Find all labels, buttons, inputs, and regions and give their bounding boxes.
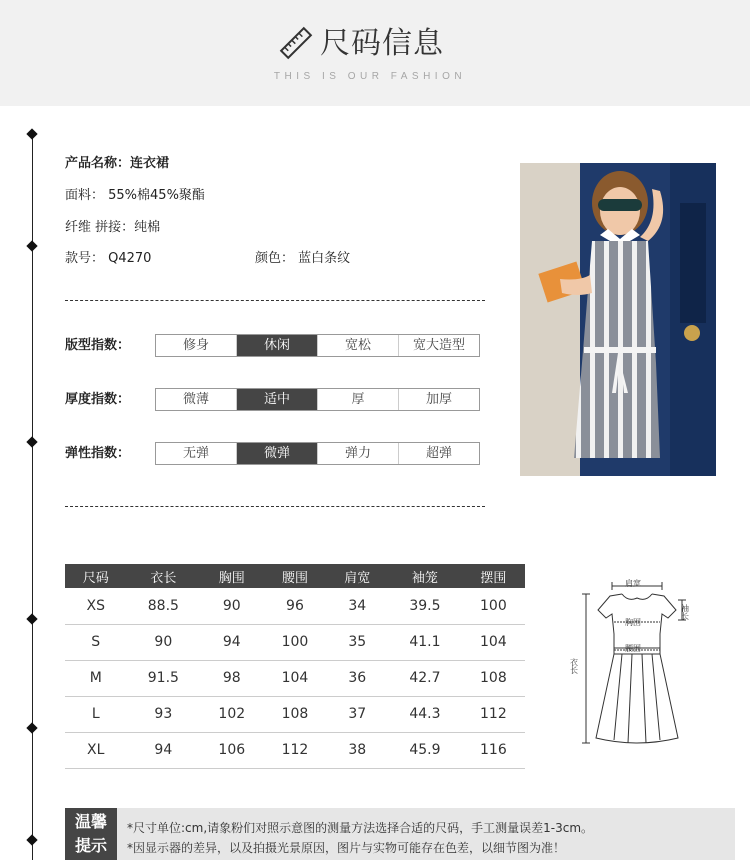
fit-scale <box>155 334 480 357</box>
product-style-no: 款号： Q4270 <box>65 251 152 266</box>
thickness-option: 加厚 <box>425 392 452 407</box>
measurement-diagram <box>570 578 700 758</box>
header-cell: 衣长 <box>127 564 201 588</box>
timeline-marker <box>26 613 37 624</box>
tips-tag-line: 温馨 <box>74 812 107 831</box>
table-cell: 35 <box>327 624 389 660</box>
table-row <box>65 732 525 768</box>
table-cell: 37 <box>327 696 389 732</box>
table-row <box>65 696 525 732</box>
timeline-marker <box>26 834 37 845</box>
table-cell: 39.5 <box>388 588 462 624</box>
product-name: 产品名称：连衣裙 <box>65 156 170 171</box>
header-banner <box>0 0 750 106</box>
table-cell: 45.9 <box>388 732 462 768</box>
diagram-shoulder-label: 肩宽 <box>625 579 641 588</box>
table-cell: 102 <box>200 696 263 732</box>
page-title: 尺码信息 <box>320 26 444 61</box>
table-cell: 104 <box>462 624 525 660</box>
product-fabric: 面料： 55%棉45%聚酯 <box>65 188 205 203</box>
header-cell: 摆围 <box>462 564 525 588</box>
table-cell: XL <box>65 732 127 768</box>
table-cell: 112 <box>263 732 326 768</box>
table-cell: 91.5 <box>127 660 201 696</box>
fit-option: 宽松 <box>318 335 399 356</box>
diagram-length-label: 衣长 <box>570 658 579 674</box>
table-cell: 94 <box>200 624 263 660</box>
table-cell: S <box>65 624 127 660</box>
fit-option-selected: 休闲 <box>237 335 318 356</box>
table-cell: 41.1 <box>388 624 462 660</box>
thickness-scale-label: 厚度指数： <box>65 392 131 407</box>
timeline-marker <box>26 128 37 139</box>
elasticity-scale-label: 弹性指数： <box>65 446 131 461</box>
table-cell: 93 <box>127 696 201 732</box>
elasticity-option: 超弹 <box>425 446 452 461</box>
header-cell: 肩宽 <box>327 564 389 588</box>
diagram-sleeve-label: 袖长 <box>680 604 690 620</box>
tips-tag-line: 提示 <box>74 836 107 855</box>
table-cell: 94 <box>127 732 201 768</box>
table-cell: 100 <box>462 588 525 624</box>
table-cell: L <box>65 696 127 732</box>
table-cell: 90 <box>200 588 263 624</box>
table-cell: 88.5 <box>127 588 201 624</box>
model-photo <box>520 163 716 476</box>
elasticity-option: 无弹 <box>156 443 237 464</box>
size-table <box>65 564 525 769</box>
header-cell: 袖笼 <box>388 564 462 588</box>
table-cell: 104 <box>263 660 326 696</box>
table-cell: 36 <box>327 660 389 696</box>
thickness-option: 微薄 <box>156 389 237 410</box>
thickness-scale <box>155 388 480 411</box>
table-row <box>65 660 525 696</box>
timeline-marker <box>26 722 37 733</box>
page-subtitle: THIS IS OUR FASHION <box>273 71 467 82</box>
ruler-icon <box>279 26 313 60</box>
product-color: 颜色： 蓝白条纹 <box>255 251 351 266</box>
table-cell: 34 <box>327 588 389 624</box>
table-row <box>65 624 525 660</box>
diagram-waist-label: 腰围 <box>625 644 641 653</box>
divider <box>65 300 485 301</box>
tips-line: *因显示器的差异，以及拍摄光景原因，图片与实物可能存在色差，以细节图为准！ <box>127 841 566 855</box>
table-cell: 96 <box>263 588 326 624</box>
fit-option: 修身 <box>156 335 237 356</box>
header-cell: 尺码 <box>65 564 127 588</box>
table-cell: 106 <box>200 732 263 768</box>
header-cell: 腰围 <box>263 564 326 588</box>
table-cell: 108 <box>263 696 326 732</box>
table-cell: 98 <box>200 660 263 696</box>
table-cell: 100 <box>263 624 326 660</box>
table-cell: 42.7 <box>388 660 462 696</box>
table-cell: 44.3 <box>388 696 462 732</box>
divider <box>65 506 485 507</box>
table-cell: 112 <box>462 696 525 732</box>
timeline-marker <box>26 240 37 251</box>
thickness-option: 厚 <box>318 389 399 410</box>
tips-box <box>65 808 735 860</box>
tips-tag <box>65 808 117 860</box>
thickness-option-selected: 适中 <box>237 389 318 410</box>
timeline-marker <box>26 436 37 447</box>
product-fiber: 纤维 拼接：纯棉 <box>65 220 161 235</box>
table-cell: 108 <box>462 660 525 696</box>
header-cell: 胸围 <box>200 564 263 588</box>
fit-scale-label: 版型指数： <box>65 338 131 353</box>
table-cell: 116 <box>462 732 525 768</box>
fit-option: 宽大造型 <box>412 338 465 353</box>
elasticity-option-selected: 微弹 <box>237 443 318 464</box>
size-table-header <box>65 564 525 588</box>
elasticity-option: 弹力 <box>318 443 399 464</box>
diagram-chest-label: 胸围 <box>625 618 641 627</box>
tips-line: *尺寸单位:cm,请象粉们对照示意图的测量方法选择合适的尺码，手工测量误差1-3cm。 <box>127 821 594 835</box>
table-row <box>65 588 525 624</box>
elasticity-scale <box>155 442 480 465</box>
table-cell: XS <box>65 588 127 624</box>
table-cell: 90 <box>127 624 201 660</box>
table-cell: M <box>65 660 127 696</box>
table-cell: 38 <box>327 732 389 768</box>
